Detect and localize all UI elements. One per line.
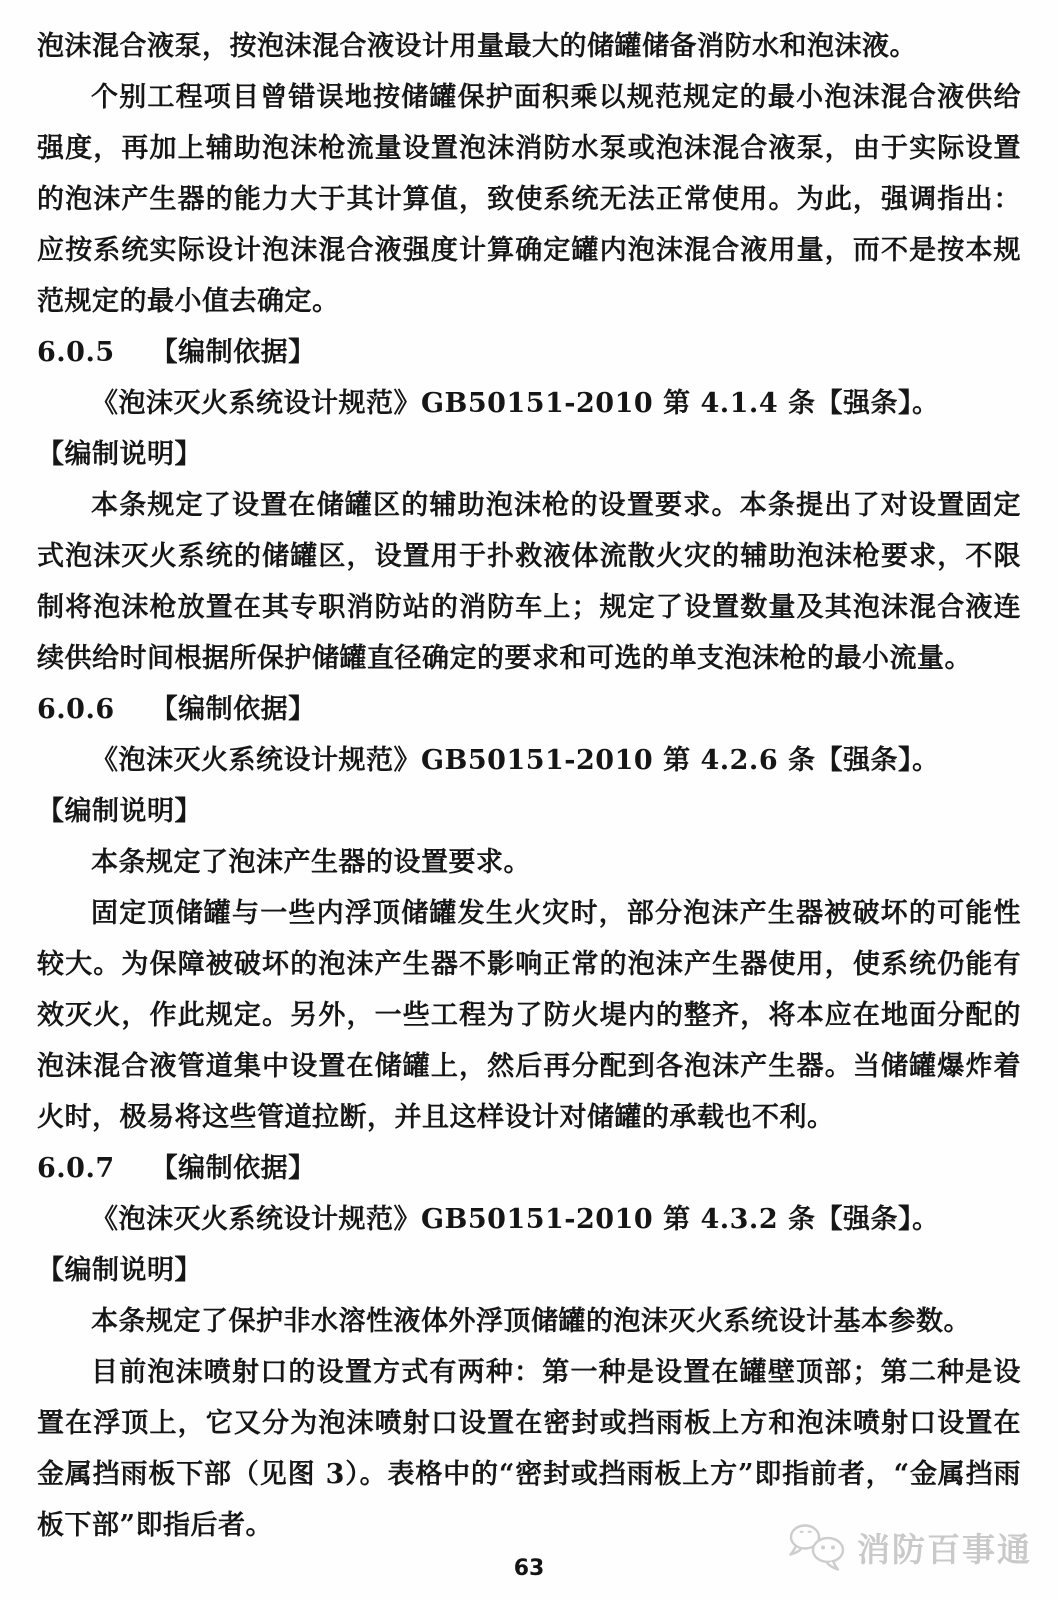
reference-paragraph: 《泡沫灭火系统设计规范》GB50151-2010 第 4.3.2 条【强条】。	[91, 1204, 940, 1235]
watermark-text: 消防百事通	[857, 1529, 1032, 1569]
section-number: 6.0.6	[37, 694, 115, 725]
section-heading	[37, 1143, 1021, 1194]
page-number: 63	[513, 1556, 545, 1581]
subheading: 【编制说明】	[37, 1255, 202, 1286]
section-label: 【编制依据】	[150, 694, 316, 725]
paragraph: 目前泡沫喷射口的设置方式有两种：第一种是设置在罐壁顶部；第二种是设置在浮顶上，它又分为泡沫喷射口设置在密封或挡雨板上方和泡沫喷射口设置在金属挡雨板下部（见图 3）。表格中的“密封或挡雨板上方”即指前者，“金属挡雨板下部”即指后者。	[37, 1357, 1021, 1541]
reference-paragraph: 《泡沫灭火系统设计规范》GB50151-2010 第 4.1.4 条【强条】。	[91, 388, 940, 419]
paragraph: 泡沫混合液泵，按泡沫混合液设计用量最大的储罐储备消防水和泡沫液。	[37, 31, 917, 62]
section-heading	[37, 684, 1021, 735]
paragraph: 固定顶储罐与一些内浮顶储罐发生火灾时，部分泡沫产生器被破坏的可能性较大。为保障被破坏的泡沫产生器不影响正常的泡沫产生器使用，使系统仍能有效灭火，作此规定。另外，一些工程为了防火堤内的整齐，将本应在地面分配的泡沫混合液管道集中设置在储罐上，然后再分配到各泡沫产生器。当储罐爆炸着火时，极易将这些管道拉断，并且这样设计对储罐的承载也不利。	[37, 898, 1021, 1133]
paragraph: 本条规定了保护非水溶性液体外浮顶储罐的泡沫灭火系统设计基本参数。	[91, 1306, 971, 1337]
paragraph: 本条规定了设置在储罐区的辅助泡沫枪的设置要求。本条提出了对设置固定式泡沫灭火系统的储罐区，设置用于扑救液体流散火灾的辅助泡沫枪要求，不限制将泡沫枪放置在其专职消防站的消防车上；规定了设置数量及其泡沫混合液连续供给时间根据所保护储罐直径确定的要求和可选的单支泡沫枪的最小流量。	[37, 490, 1021, 674]
section-number: 6.0.5	[37, 337, 115, 368]
subheading: 【编制说明】	[37, 439, 202, 470]
paragraph: 个别工程项目曾错误地按储罐保护面积乘以规范规定的最小泡沫混合液供给强度，再加上辅助泡沫枪流量设置泡沫消防水泵或泡沫混合液泵，由于实际设置的泡沫产生器的能力大于其计算值，致使系统无法正常使用。为此，强调指出：应按系统实际设计泡沫混合液强度计算确定罐内泡沫混合液用量，而不是按本规范规定的最小值去确定。	[37, 82, 1021, 317]
section-number: 6.0.7	[37, 1153, 115, 1184]
section-label: 【编制依据】	[150, 1153, 316, 1184]
paragraph: 本条规定了泡沫产生器的设置要求。	[91, 847, 531, 878]
document-body	[37, 21, 1021, 1551]
subheading: 【编制说明】	[37, 796, 202, 827]
section-label: 【编制依据】	[150, 337, 316, 368]
section-heading	[37, 327, 1021, 378]
reference-paragraph: 《泡沫灭火系统设计规范》GB50151-2010 第 4.2.6 条【强条】。	[91, 745, 940, 776]
